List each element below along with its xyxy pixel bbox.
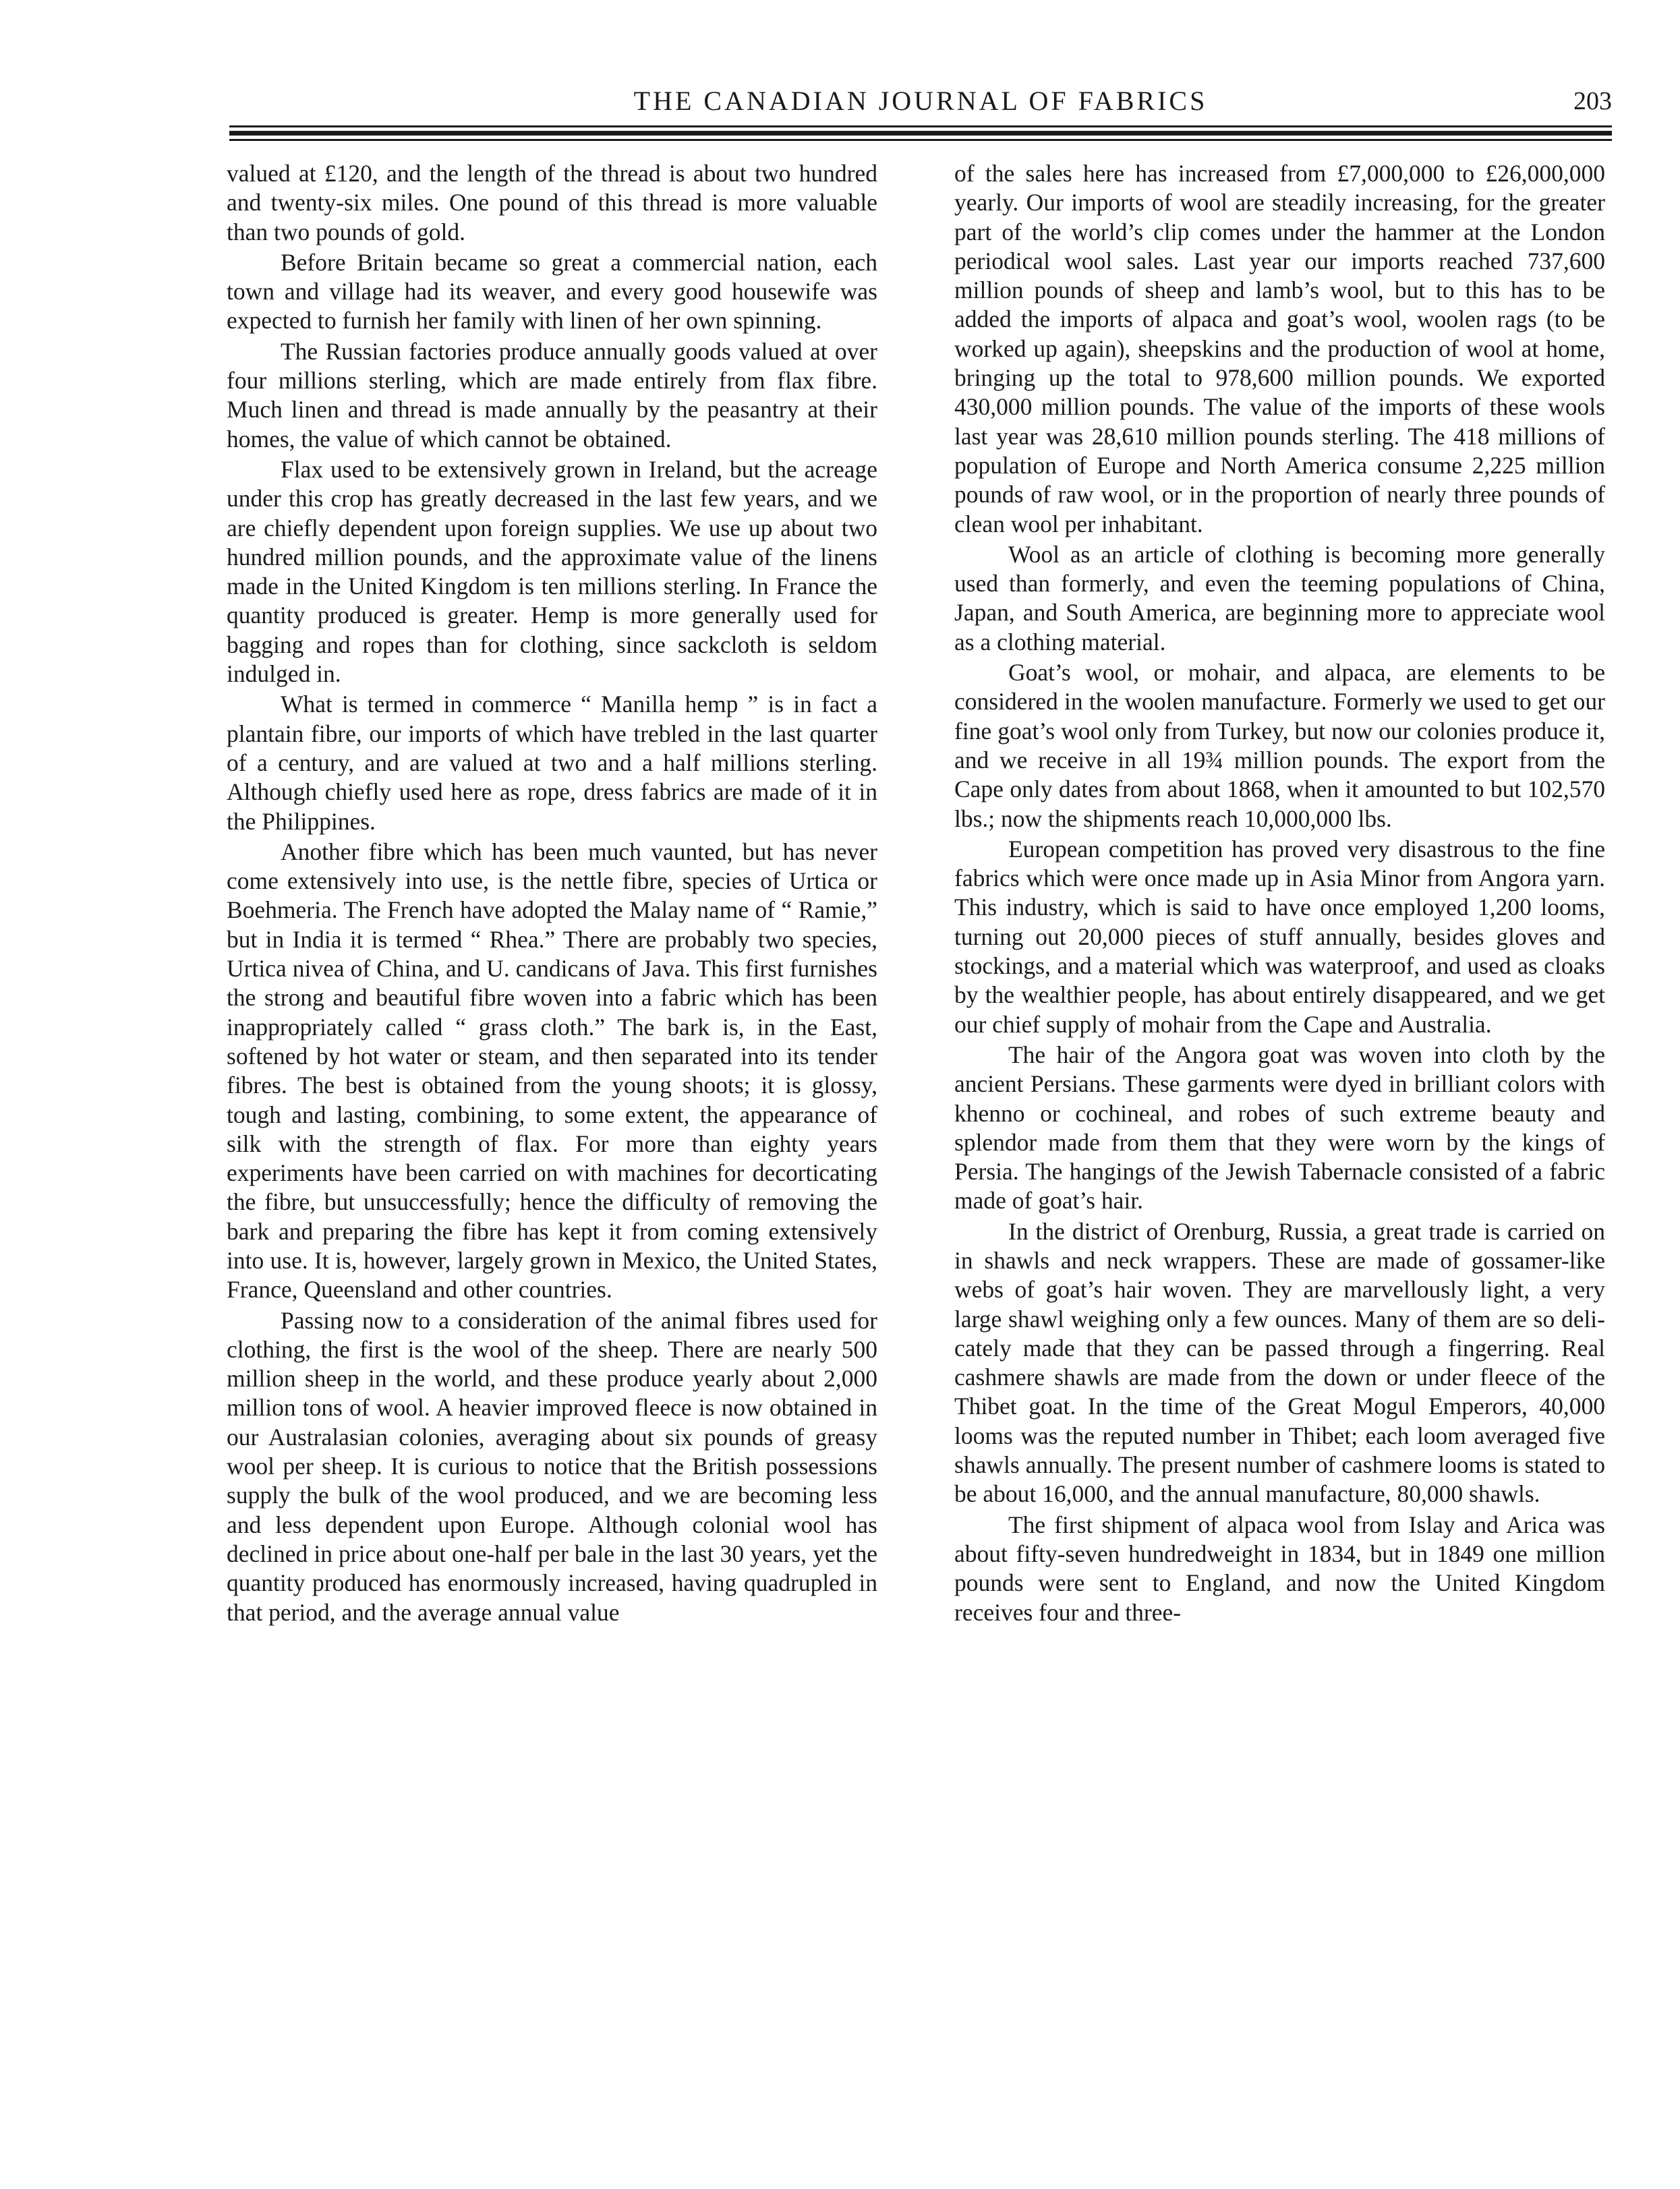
paragraph: Goat’s wool, or mohair, and alpaca, are elements to be considered in the woolen manufacture. Formerly we used to get our fine goat’s wool only from Turkey, but now our colonies produce it, and we receive in all 19¾ million pounds. The export from the Cape only dates from about 1868, when it amounted to but 102,570 lbs.; now the shipments reach 10,000,000 lbs. xyxy=(954,659,1605,832)
paragraph: Wool as an article of clothing is becoming more generally used than formerly, and even the teeming populations of China, Japan, and South America, are beginning more to appreciate wool as a clothing material. xyxy=(954,540,1605,655)
journal-title: THE CANADIAN JOURNAL OF FABRICS xyxy=(633,86,1208,116)
paragraph: European competition has proved very disastrous to the fine fabrics which were once made up in Asia Minor from Angora yarn. This industry, which is said to have once employed 1,200 looms, turning out 20,000 pieces of stuff annually, besides gloves and stockings, and a material which was waterproof, and used as cloaks by the wealthier people, has about entirely disappeared, and we get our chief supply of mohair from the Cape and Australia. xyxy=(954,835,1605,1038)
paragraph: Passing now to a consideration of the animal fibres used for clothing, the first is the wool of the sheep. There are nearly 500 million sheep in the world, and these produce yearly about 2,000 million tons of wool. A heavier improved fleece is now obtained in our Australasian colonies, averaging about six pounds of greasy wool per sheep. It is curious to notice that the British possessions supply the bulk of the wool produced, and we are becoming less and less dependent upon Europe. Although colonial wool has declined in price about one-half per bale in the last 30 years, yet the quantity produced has enormously increased, having quadrupled in that period, and the average annual value xyxy=(227,1306,877,1626)
header-rule-bottom xyxy=(229,139,1612,141)
page-number: 203 xyxy=(1573,87,1612,115)
left-column xyxy=(227,159,877,1627)
paragraph: In the district of Orenburg, Russia, a great trade is carried on in shawls and neck wrappers. These are made of gossamer-like webs of goat’s hair woven. They are marvellously light, a very large shawl weighing only a few ounces. Many of them are so delicately made that they can be passed through a fingerring. Real cashmere shawls are made from the down or under fleece of the Thibet goat. In the time of the Great Mogul Emperors, 40,000 looms was the reputed number in Thibet; each loom averaged five shawls annually. The present number of cashmere looms is stated to be about 16,000, and the annual manufacture, 80,000 shawls. xyxy=(954,1217,1605,1508)
right-column xyxy=(954,159,1605,1627)
paragraph: The Russian factories produce annually goods valued at over four millions sterling, which are made entirely from flax fibre. Much linen and thread is made annually by the peasantry at their homes, the value of which cannot be obtained. xyxy=(227,337,877,453)
paragraph: Flax used to be extensively grown in Ireland, but the acreage under this crop has greatly decreased in the last few years, and we are chiefly dependent upon foreign supplies. We use up about two hundred million pounds, and the approximate value of the linens made in the United Kingdom is ten millions sterling. In France the quantity produced is greater. Hemp is more generally used for bagging and ropes than for clothing, since sackcloth is seldom indulged in. xyxy=(227,455,877,688)
paragraph: of the sales here has increased from £7,000,000 to £26,000,000 yearly. Our imports of wool are steadily increasing, for the greater part of the world’s clip comes under the hammer at the London periodical wool sales. Last year our imports reached 737,600 million pounds of sheep and lamb’s wool, but to this has to be added the imports of alpaca and goat’s wool, woolen rags (to be worked up again), sheepskins and the production of wool at home, bringing up the total to 978,600 million pounds. We exported 430,000 million pounds. The value of the imports of these wools last year was 28,610 million pounds sterling. The 418 millions of population of Europe and North America consume 2,225 million pounds of raw wool, or in the proportion of nearly three pounds of clean wool per inhabitant. xyxy=(954,160,1605,537)
paragraph: Another fibre which has been much vaunted, but has never come extensively into use, is the nettle fibre, species of Urtica or Boehmeria. The French have adopted the Malay name of “ Ramie,” but in India it is termed “ Rhea.” There are probably two species, Urtica nivea of China, and U. candicans of Java. This first furnishes the strong and beautiful fibre woven into a fabric which has been inappropriately called “ grass cloth.” The bark is, in the East, softened by hot water or steam, and then separated into its tender fibres. The best is obtained from the young shoots; it is glossy, tough and lasting, combining, to some extent, the appearance of silk with the strength of flax. For more than eighty years experiments have been carried on with machines for decorticating the fibre, but unsuccessfully; hence the difficulty of removing the bark and preparing the fibre has kept it from coming extensively into use. It is, however, largely grown in Mexico, the United States, France, Queensland and other countries. xyxy=(227,838,877,1304)
paragraph: The hair of the Angora goat was woven into cloth by the ancient Persians. These garments were dyed in brilliant colors with khenno or cochineal, and robes of such extreme beauty and splendor made from them that they were worn by the kings of Persia. The hangings of the Jewish Tabernacle consisted of a fabric made of goat’s hair. xyxy=(954,1041,1605,1215)
header-rule-top xyxy=(229,125,1612,127)
header-rule-middle xyxy=(229,131,1612,136)
paragraph: Before Britain became so great a commercial nation, each town and village had its weaver, and every good housewife was expected to furnish her family with linen of her own spinning. xyxy=(227,248,877,334)
paragraph: valued at £120, and the length of the thread is about two hundred and twenty-six miles. One pound of this thread is more valuable than two pounds of gold. xyxy=(227,160,877,245)
page-header xyxy=(229,81,1612,121)
paragraph: The first shipment of alpaca wool from Islay and Arica was about fifty-seven hundredweight in 1834, but in 1849 one million pounds were sent to England, and now the United Kingdom receives four and three- xyxy=(954,1511,1605,1626)
paragraph: What is termed in commerce “ Manilla hemp ” is in fact a plantain fibre, our imports of which have trebled in the last quarter of a century, and are valued at two and a half millions sterling. Although chiefly used here as rope, dress fabrics are made of it in the Philippines. xyxy=(227,691,877,835)
